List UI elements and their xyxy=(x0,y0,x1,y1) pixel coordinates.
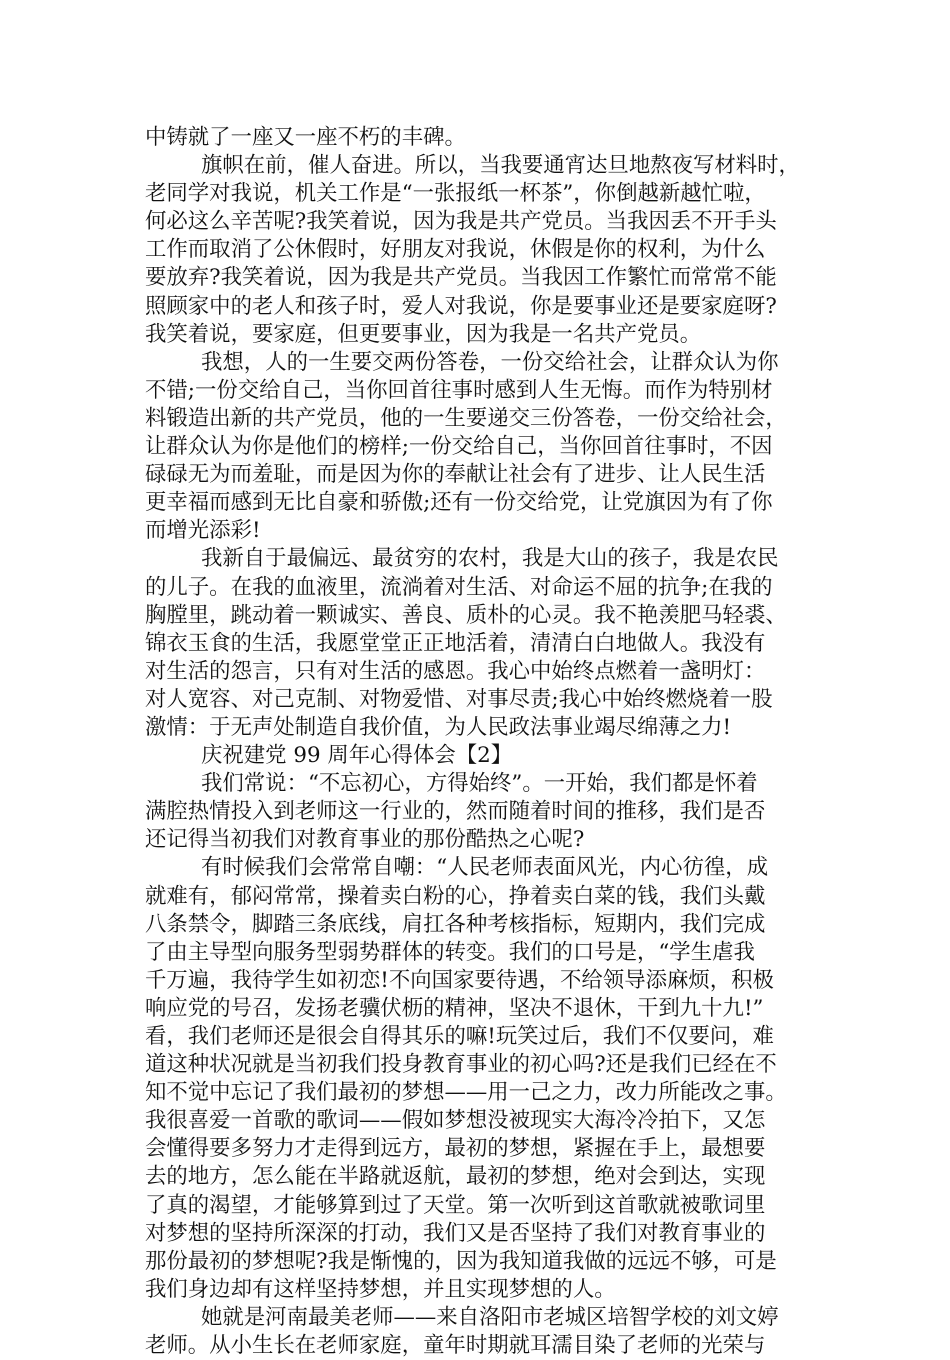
text-line: 何必这么辛苦呢?我笑着说，因为我是共产党员。当我因丢不开手头 xyxy=(145,209,777,235)
text-line: 照顾家中的老人和孩子时，爱人对我说，你是要事业还是要家庭呀? xyxy=(145,293,777,319)
text-line: 的儿子。在我的血液里，流淌着对生活、对命运不屈的抗争;在我的 xyxy=(145,574,773,600)
text-line: 我们身边却有这样坚持梦想，并且实现梦想的人。 xyxy=(145,1276,616,1302)
text-line: 去的地方，怎么能在半路就返航，最初的梦想，绝对会到达，实现 xyxy=(145,1164,766,1190)
text-line: 料锻造出新的共产党员，他的一生要递交三份答卷，一份交给社会， xyxy=(145,405,787,431)
text-line: 碌碌无为而羞耻，而是因为你的奉献让社会有了进步、让人民生活 xyxy=(145,462,766,488)
text-line: 我笑着说，要家庭，但更要事业，因为我是一名共产党员。 xyxy=(145,321,702,347)
text-line: 老师。从小生长在老师家庭，童年时期就耳濡目染了老师的光荣与 xyxy=(145,1333,766,1359)
text-line: 有时候我们会常常自嘲：“人民老师表面风光，内心彷徨，成 xyxy=(201,855,769,881)
text-line: 对梦想的坚持所深深的打动，我们又是否坚持了我们对教育事业的 xyxy=(145,1220,766,1246)
text-line: 响应党的号召，发扬老骥伏枥的精神，坚决不退休，干到九十九!” xyxy=(145,995,764,1021)
text-line: 我新自于最偏远、最贫穷的农村，我是大山的孩子，我是农民 xyxy=(201,546,779,572)
text-line: 千万遍，我待学生如初恋!不向国家要待遇，不给领导添麻烦，积极 xyxy=(145,967,774,993)
text-line: 工作而取消了公休假时，好朋友对我说，休假是你的权利，为什么 xyxy=(145,237,766,263)
text-line: 会懂得要多努力才走得到远方，最初的梦想，紧握在手上，最想要 xyxy=(145,1136,766,1162)
text-line: 老同学对我说，机关工作是“一张报纸一杯茶”，你倒越新越忙啦， xyxy=(145,181,766,207)
text-line: 满腔热情投入到老师这一行业的，然而随着时间的推移，我们是否 xyxy=(145,799,766,825)
text-line: 对人宽容、对己克制、对物爱惜、对事尽责;我心中始终燃烧着一股 xyxy=(145,686,773,712)
text-line: 要放弃?我笑着说，因为我是共产党员。当我因工作繁忙而常常不能 xyxy=(145,265,777,291)
text-line: 旗帜在前，催人奋进。所以，当我要通宵达旦地熬夜写材料时， xyxy=(201,153,800,179)
text-line: 我想，人的一生要交两份答卷，一份交给社会，让群众认为你 xyxy=(201,349,779,375)
text-line: 不错;一份交给自己，当你回首往事时感到人生无悔。而作为特别材 xyxy=(145,377,773,403)
text-line: 看，我们老师还是很会自得其乐的嘛!玩笑过后，我们不仅要问，难 xyxy=(145,1024,774,1049)
text-line: 而增光添彩! xyxy=(145,518,261,544)
text-line: 道这种状况就是当初我们投身教育事业的初心吗?还是我们已经在不 xyxy=(145,1052,777,1078)
text-line: 知不觉中忘记了我们最初的梦想——用一己之力，改力所能改之事。 xyxy=(145,1080,787,1106)
text-line: 对生活的怨言，只有对生活的感恩。我心中始终点燃着一盏明灯： xyxy=(145,658,766,684)
text-line: 胸膛里，跳动着一颗诚实、善良、质朴的心灵。我不艳羡肥马轻裘、 xyxy=(145,602,787,628)
text-line: 让群众认为你是他们的榜样;一份交给自己，当你回首往事时，不因 xyxy=(145,434,773,460)
text-line: 还记得当初我们对教育事业的那份酷热之心呢? xyxy=(145,827,585,853)
text-line: 就难有，郁闷常常，操着卖白粉的心，挣着卖白菜的钱，我们头戴 xyxy=(145,883,766,909)
text-line: 激情：于无声处制造自我价值，为人民政法事业竭尽绵薄之力! xyxy=(145,714,732,740)
text-line: 我很喜爱一首歌的歌词——假如梦想没被现实大海冷冷拍下，又怎 xyxy=(145,1108,766,1134)
text-line: 我们常说：“不忘初心，方得始终”。一开始，我们都是怀着 xyxy=(201,771,758,797)
text-line: 她就是河南最美老师——来自洛阳市老城区培智学校的刘文婷 xyxy=(201,1304,779,1330)
text-line: 八条禁令，脚踏三条底线，肩扛各种考核指标，短期内，我们完成 xyxy=(145,911,766,937)
document-page xyxy=(145,124,805,1360)
text-line: 中铸就了一座又一座不朽的丰碑。 xyxy=(145,125,466,150)
text-line: 更幸福而感到无比自豪和骄傲;还有一份交给党，让党旗因为有了你 xyxy=(145,490,773,516)
text-line: 了真的渴望，才能够算到过了天堂。第一次听到这首歌就被歌词里 xyxy=(145,1192,766,1218)
text-line: 锦衣玉食的生活，我愿堂堂正正地活着，清清白白地做人。我没有 xyxy=(145,630,766,656)
text-line: 了由主导型向服务型弱势群体的转变。我们的口号是，“学生虐我 xyxy=(145,939,755,965)
text-line: 那份最初的梦想呢?我是惭愧的，因为我知道我做的远远不够，可是 xyxy=(145,1248,777,1274)
text-line: 庆祝建党 99 周年心得体会【2】 xyxy=(201,743,513,769)
